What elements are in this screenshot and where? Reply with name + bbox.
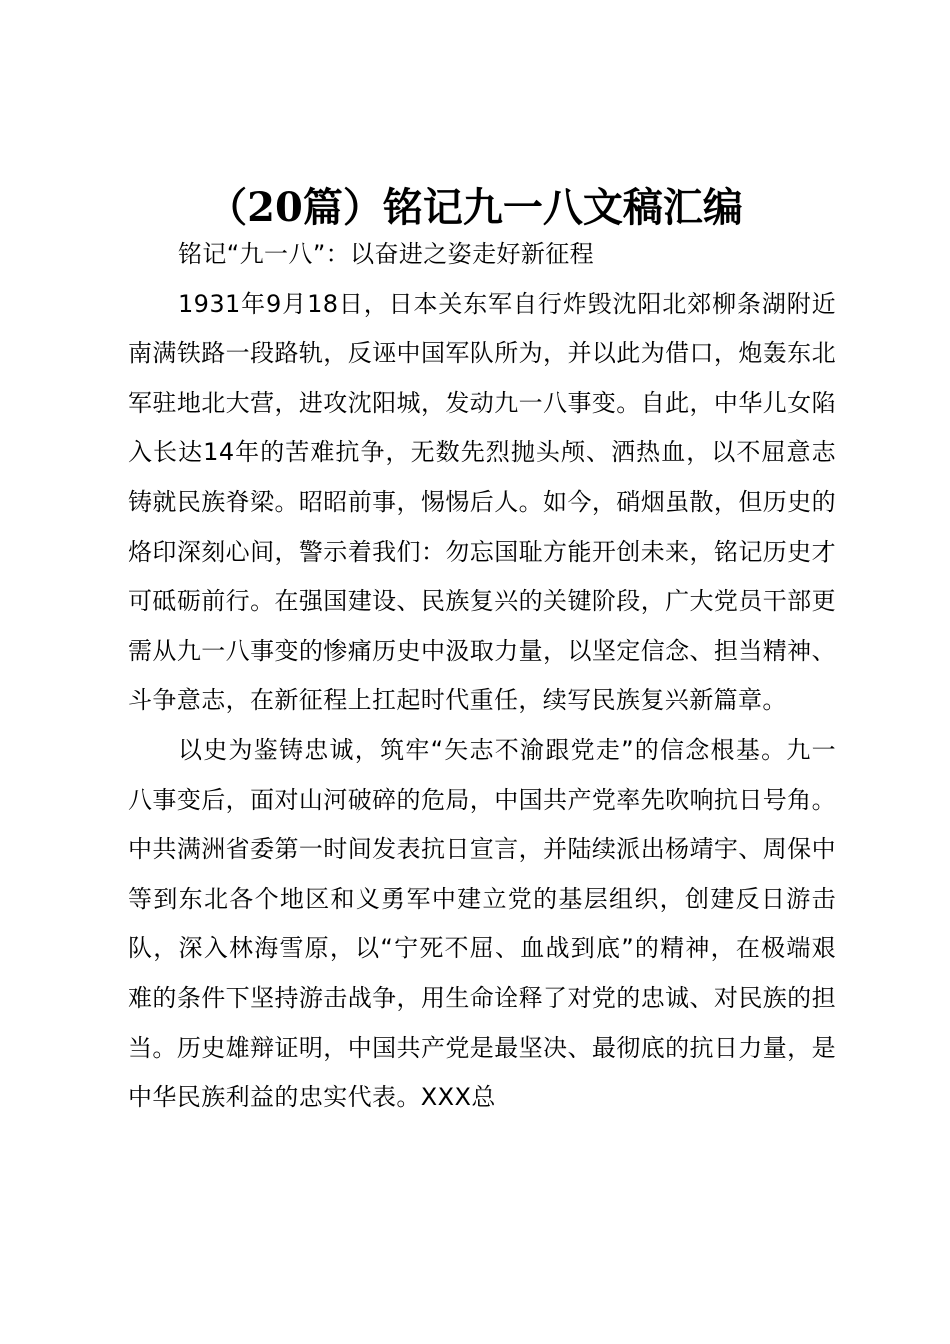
- document-title: （20篇）铭记九一八文稿汇编: [207, 184, 743, 231]
- document-subtitle: 铭记“九一八”：以奋进之姿走好新征程: [178, 240, 595, 268]
- body-paragraph-2: 以史为鉴铸忠诚，筑牢“矢志不渝跟党走”的信念根基。九一八事变后，面对山河破碎的危局，中国共产党率先吹响抗日号角。中共满洲省委第一时间发表抗日宣言，并陆续派出杨靖宇、周保中等到东北各个地区和义勇军中建立党的基层组织，创建反日游击队，深入林海雪原，以“宁死不屈、血战到底”的精神，在极端艰难的条件下坚持游击战争，用生命诠释了对党的忠诚、对民族的担当。历史雄辩证明，中国共产党是最坚决、最彻底的抗日力量，是中华民族利益的忠实代表。XXX总: [128, 735, 836, 1112]
- document-body: [128, 230, 836, 1123]
- body-paragraph-1: 1931年9月18日，日本关东军自行炸毁沈阳北郊柳条湖附近南满铁路一段路轨，反诬中国军队所为，并以此为借口，炮轰东北军驻地北大营，进攻沈阳城，发动九一八事变。自此，中华儿女陷入长达14年的苦难抗争，无数先烈抛头颅、洒热血，以不屈意志铸就民族脊梁。昭昭前事，惕惕后人。如今，硝烟虽散，但历史的烙印深刻心间，警示着我们：勿忘国耻方能开创未来，铭记历史才可砥砺前行。在强国建设、民族复兴的关键阶段，广大党员干部更需从九一八事变的惨痛历史中汲取力量，以坚定信念、担当精神、斗争意志，在新征程上扛起时代重任，续写民族复兴新篇章。: [128, 289, 836, 715]
